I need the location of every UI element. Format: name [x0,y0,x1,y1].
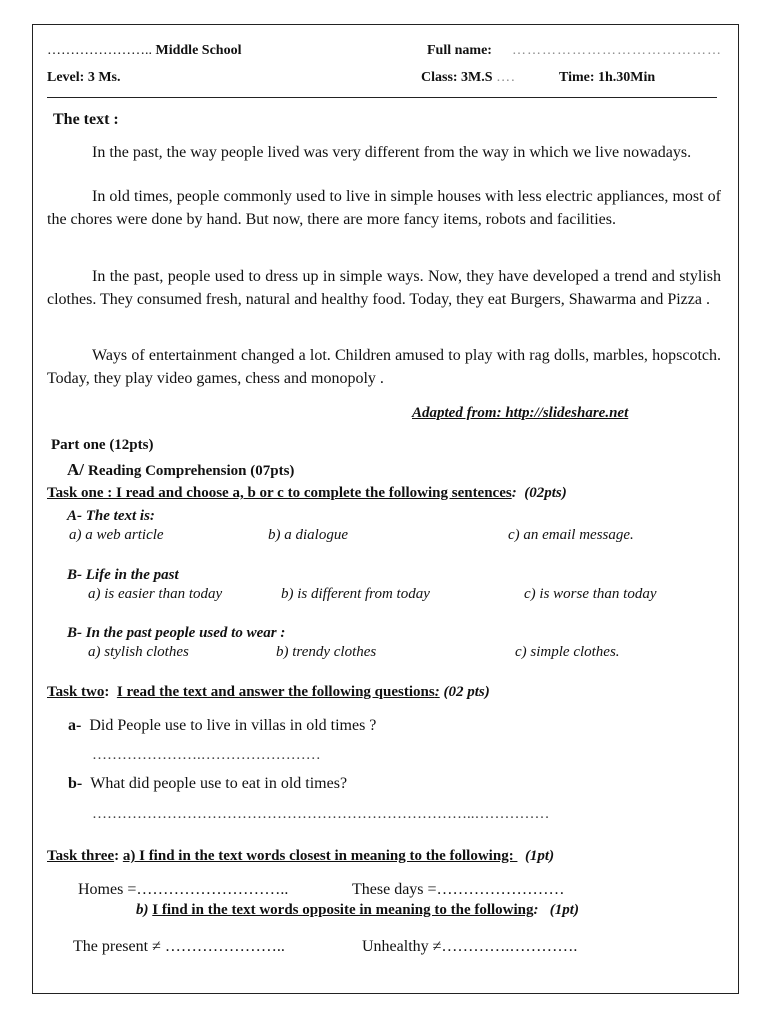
school-dots: ………………….. [47,43,152,58]
header-divider [47,97,717,98]
task-two-title: I read the text and answer the following questions [116,684,435,700]
task-three-b-letter: b) [136,902,149,918]
question-a-option-b: b) a dialogue [268,527,348,543]
task-three-b-points: (1pt) [549,902,579,918]
question-b-option-a: a) is easier than today [88,586,223,602]
question-c-stem: B- In the past people used to wear : [67,625,286,641]
task-one-heading [47,485,567,502]
section-a-heading [67,460,294,480]
question-b-option-b: b) is different from today [281,586,430,602]
task-three-a-title: a) I find in the text words closest in meaning to the following: [122,848,518,864]
question-text: Did People use to live in villas in old times ? [89,717,377,734]
task-two-label: Task two [47,684,105,700]
task-three-b-heading [136,902,579,919]
task-two-question-b [68,775,347,793]
school-name: Middle School [155,43,242,58]
homes-blank: Homes =……………………….. [78,881,289,898]
task-two-question-a [68,717,376,735]
these-days-blank: These days =…………………… [352,881,565,898]
question-c-option-a: a) stylish clothes [88,644,189,660]
level: Level: 3 Ms. [47,70,121,85]
task-three-label: Task three [47,848,115,864]
text-title: The text : [53,111,119,128]
full-name-label: Full name: [427,43,492,58]
question-letter: a- [68,717,82,734]
question-letter: b- [68,775,83,792]
school-field [47,43,241,59]
paragraph-2: In old times, people commonly used to live in simple houses with less electric appliances, most of the chores were done by hand. But now, there are more fancy items, robots and facilities. [47,188,721,228]
answer-line-a: ………………….…………………… [92,747,321,763]
full-name-dots: …………………………………… [512,43,722,58]
question-b-stem: B- Life in the past [67,567,179,583]
question-a-option-c: c) an email message. [508,527,634,543]
question-text: What did people use to eat in old times? [90,775,348,792]
time: Time: 1h.30Min [559,70,656,85]
class-dots: …. [496,70,516,85]
task-two-colon-2: : [434,684,440,700]
question-b-option-c: c) is worse than today [524,586,657,602]
question-a-option-a: a) a web article [69,527,164,543]
task-three-a-points: (1pt) [524,848,555,864]
answer-line-b: …………………………………………………………………..…………… [92,806,550,822]
task-three-b-colon: : [533,902,539,918]
task-one-points: (02pts) [524,485,567,501]
source-credit: Adapted from: http://slideshare.net [412,405,629,421]
task-three-b-title: I find in the text words opposite in meaning to the following [152,902,534,918]
present-blank: The present ≠ ………………….. [73,938,285,955]
paragraph-4: Ways of entertainment changed a lot. Children amused to play with rag dolls, marbles, hopscotch. Today, they play video games, chess and monopoly . [47,347,721,387]
task-two-heading [47,684,490,701]
task-one-title: Task one : I read and choose a, b or c to complete the following sentences [47,485,512,501]
task-three-heading [47,848,554,865]
paragraph-3: In the past, people used to dress up in simple ways. Now, they have developed a trend and stylish clothes. They consumed fresh, natural and healthy food. Today, they eat Burgers, Shawarma and Pizza . [47,268,721,308]
class-label: Class: 3M.S [421,70,493,85]
task-two-colon: : [104,684,110,700]
task-one-colon: : [511,485,517,501]
task-two-points: (02 pts) [443,684,490,700]
section-a-letter: A/ [67,460,84,479]
class-field [421,70,516,86]
question-a-stem: A- The text is: [67,508,155,524]
paragraph-1: In the past, the way people lived was very different from the way in which we live nowadays. [92,144,692,161]
task-three-colon: : [114,848,120,864]
part-one-heading: Part one (12pts) [51,437,154,453]
section-a-title: Reading Comprehension (07pts) [88,463,295,479]
question-c-option-b: b) trendy clothes [276,644,377,660]
unhealthy-blank: Unhealthy ≠………….…………. [362,938,578,955]
question-c-option-c: c) simple clothes. [515,644,620,660]
